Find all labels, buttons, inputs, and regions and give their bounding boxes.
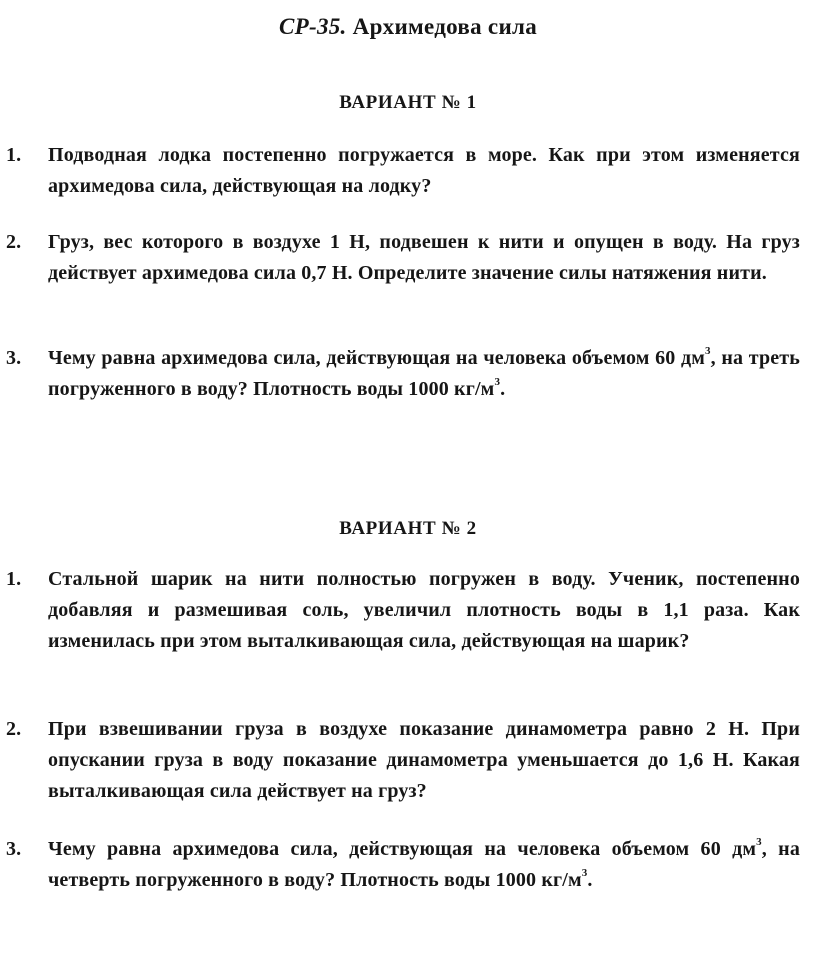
task-text-part: , на четверть погруженного в воду? Плотность воды 1000 кг/м [48,838,800,891]
superscript: 3 [705,345,711,358]
task-text-part: Чему равна архимедова сила, действующая на человека объемом 60 дм [48,347,706,369]
task-number: 3. [6,838,22,860]
task-number: 1. [6,144,22,166]
task-text-part: Чему равна архимедова сила, действующая на человека объемом 60 дм [48,838,757,860]
task-text: Стальной шарик на нити полностью погружен в воду. Ученик, постепенно добавляя и размешивая соль, увеличил плотность воды в 1,1 раза. Как изменилась при этом выталкивающая сила, действующая на шарик? [48,568,800,652]
variant-1-task-1 [6,140,800,202]
task-number: 2. [6,231,22,253]
superscript: 3 [756,836,762,849]
task-text: Подводная лодка постепенно погружается в море. Как при этом изменяется архимедова сила, действующая на лодку? [48,144,800,197]
variant-1-heading: ВАРИАНТ № 1 [339,92,477,113]
task-number: 3. [6,347,22,369]
variant-2-task-2 [6,714,800,807]
task-text-part: . [587,869,593,891]
task-text-part: , на треть погруженного в воду? Плотность воды 1000 кг/м [48,347,800,400]
variant-2-task-1 [6,564,800,657]
page-title [0,14,816,40]
worksheet-title: Архимедова сила [352,14,537,39]
task-text: Груз, вес которого в воздухе 1 Н, подвешен к нити и опущен в воду. На груз действует архимедова сила 0,7 Н. Определите значение силы натяжения нити. [48,231,800,284]
task-text-part: . [500,378,506,400]
worksheet-code: СР-35. [279,14,347,39]
variant-1-task-2 [6,227,800,289]
variant-2-heading: ВАРИАНТ № 2 [339,518,477,539]
task-number: 1. [6,568,22,590]
superscript: 3 [581,867,588,880]
task-number: 2. [6,718,22,740]
variant-1-task-3 [6,343,800,405]
variant-2-task-3 [6,834,800,896]
superscript: 3 [494,376,501,389]
task-text: При взвешивании груза в воздухе показание динамометра равно 2 Н. При опускании груза в воду показание динамометра уменьшается до 1,6 Н. Какая выталкивающая сила действует на груз? [48,718,800,802]
